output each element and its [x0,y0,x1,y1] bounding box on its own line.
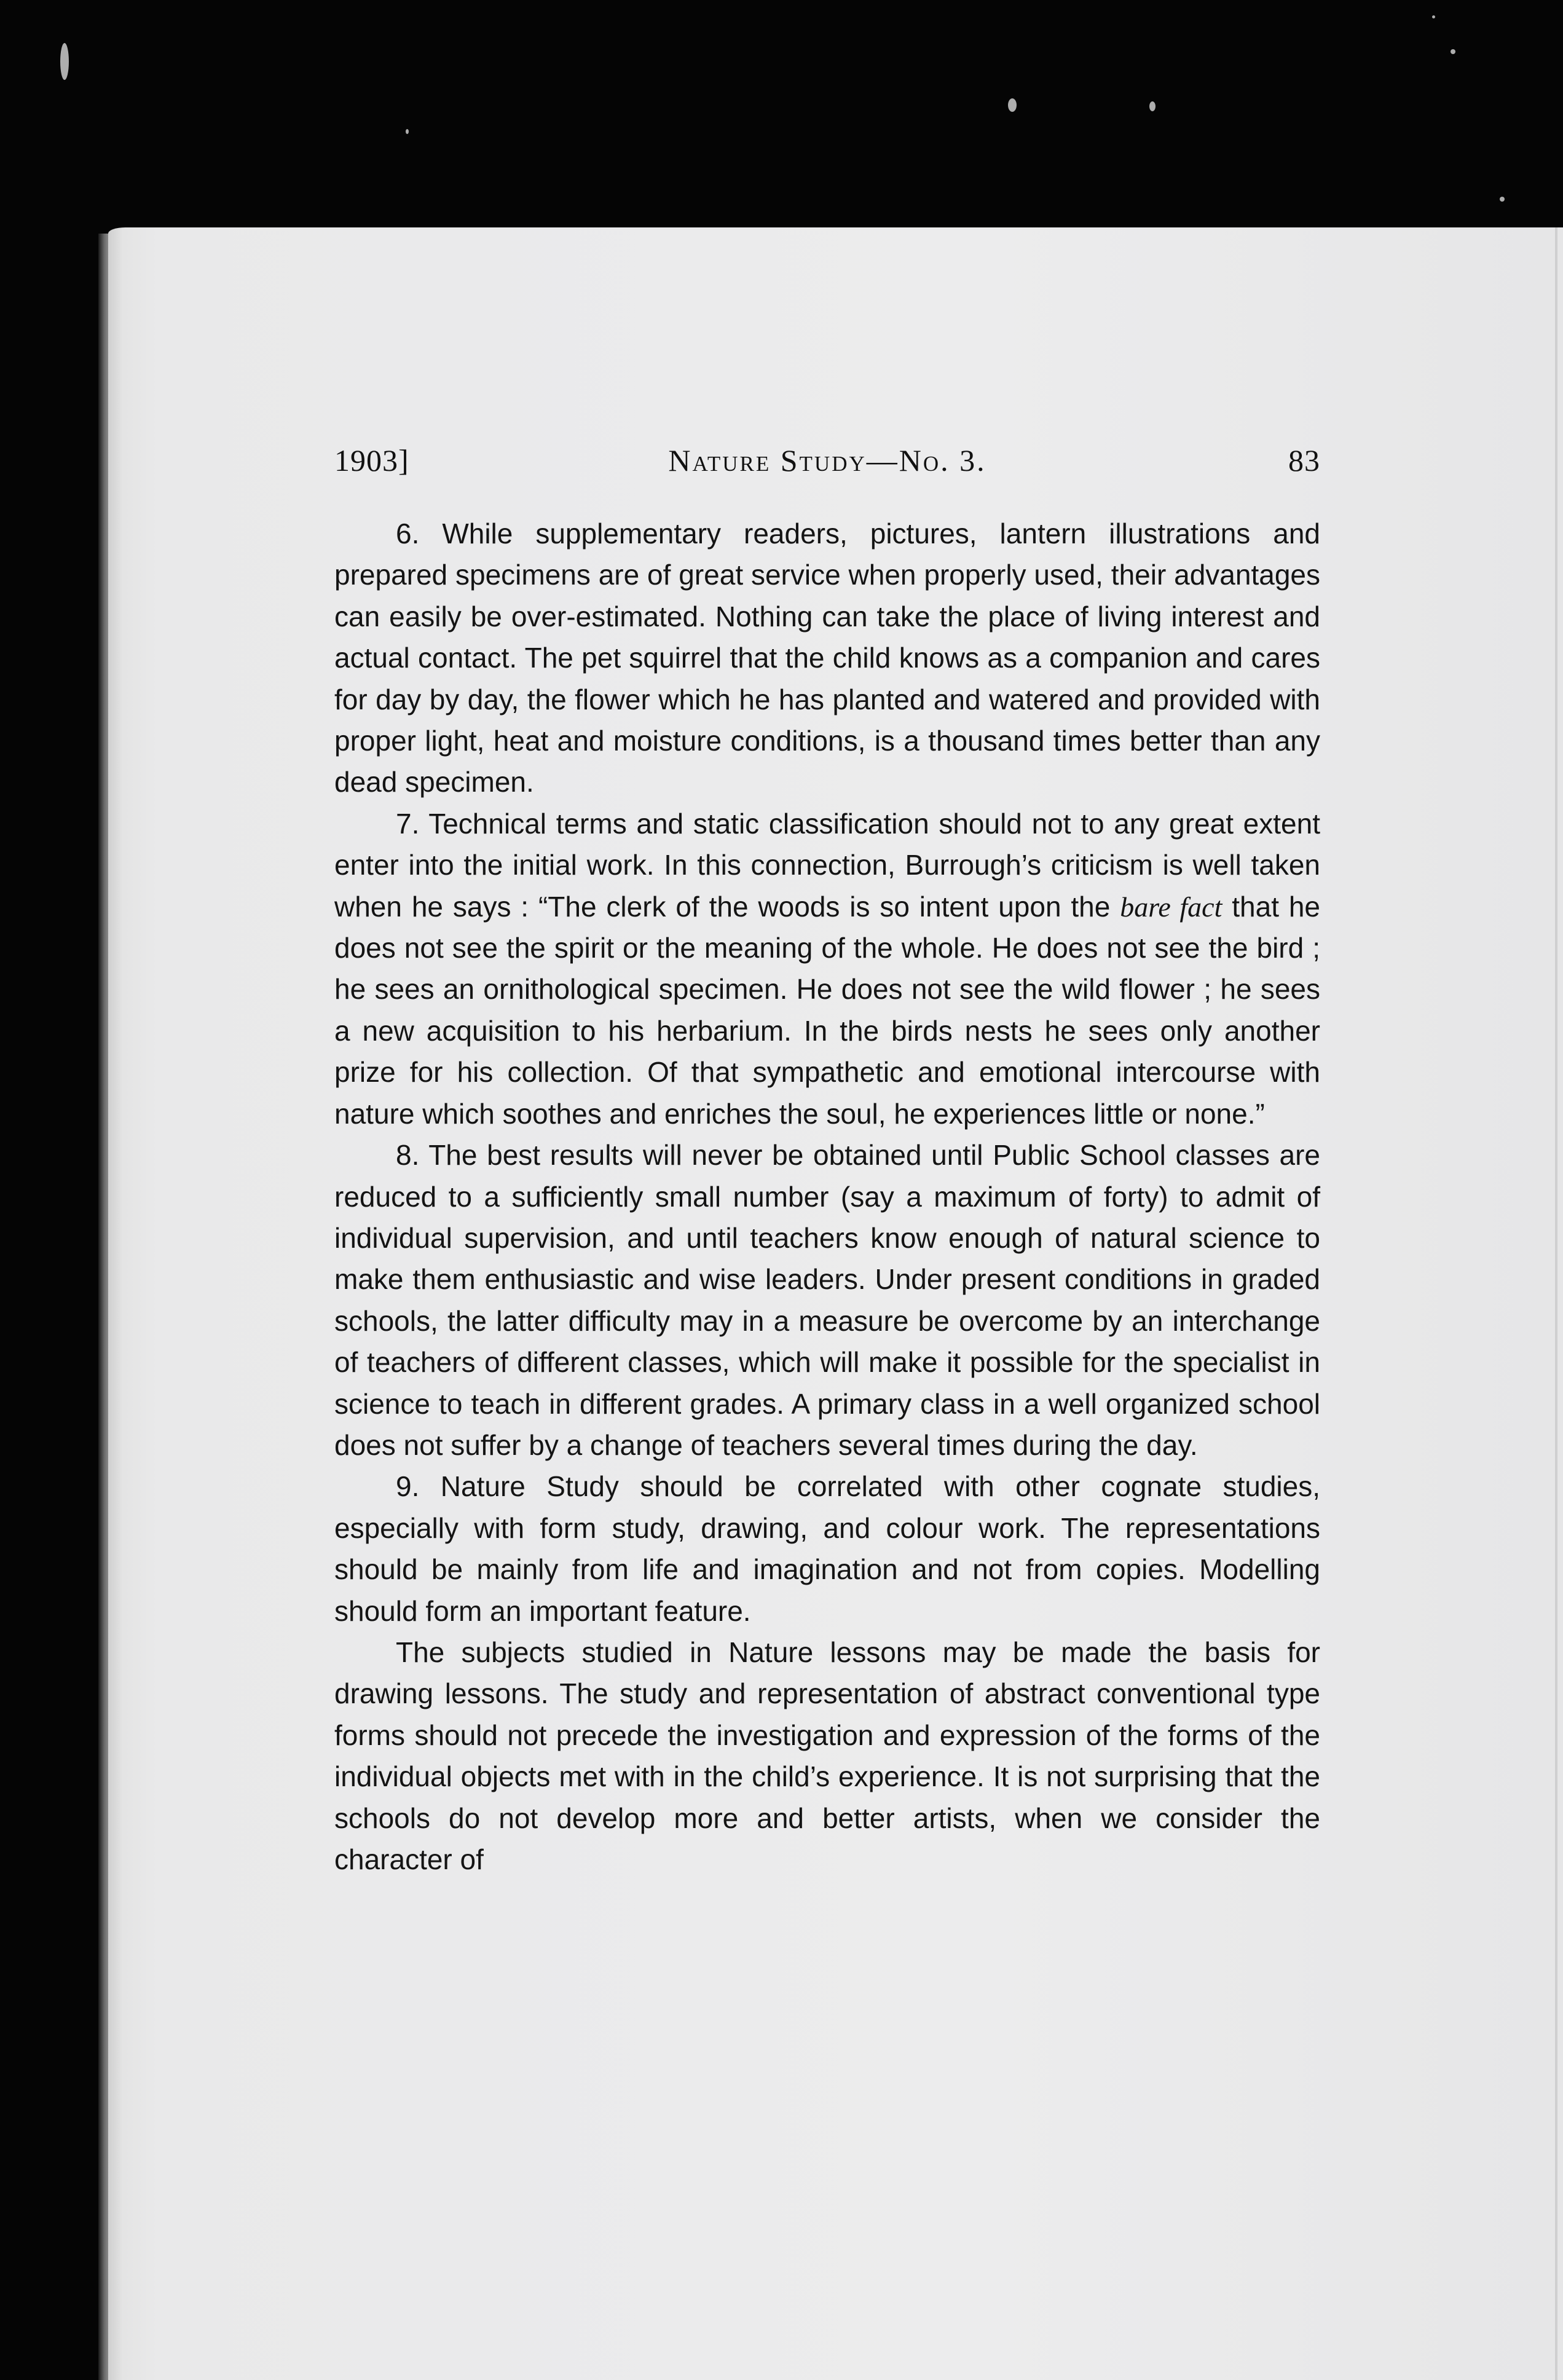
dust-speck [60,43,69,80]
paragraph-6 [334,513,1320,803]
paragraph-9 [334,1466,1320,1632]
italic-emphasis: bare fact [1120,891,1222,923]
paragraph-8 [334,1135,1320,1466]
page-number: 83 [1288,443,1320,478]
paragraph-text-continued: that he does not see the spirit or the meaning of the whole. He does not see the bird ; he sees an ornithological specimen. He does not see the wild flower ; he sees a new acquisition to his herbarium. In the birds nests he sees only another prize for his collection. Of that sympathetic and emotional intercourse with nature which soothes and enriches the soul, he experiences little or none.” [334,890,1321,1130]
running-head-title: Nature Study—No. 3. [668,443,986,478]
dust-speck [1432,15,1435,18]
running-head [334,443,1320,492]
paragraph-text: 8. The best results will never be obtained until Public School classes are reduced to a sufficiently small number (say a maximum of forty) to admit of individual supervision, and until teachers know enough of natural science to make them enthusiastic and wise leaders. Under present conditions in graded schools, the latter difficulty may in a measure be overcome by an interchange of teachers of different classes, which will make it possible for the specialist in science to teach in different grades. A primary class in a well organized school does not suffer by a change of teachers several times during the day. [334,1139,1320,1461]
dust-speck [1149,101,1156,111]
dust-speck [1008,98,1017,112]
paragraph-drawing [334,1632,1320,1880]
dust-speck [406,129,409,134]
paragraph-text: The subjects studied in Nature lessons may be made the basis for drawing lessons. The study and representation of abstract conventional type forms should not precede the investigation and expression of the forms of the individual objects met with in the child’s experience. It is not surprising that the schools do not develop more and better artists, when we consider the character of [334,1636,1320,1875]
page-edge [1555,227,1557,2380]
paragraph-text: 9. Nature Study should be correlated with other cognate studies, especially with form study, drawing, and colour work. The representations should be mainly from life and imagination and not from copies. Modelling should form an important feature. [334,1470,1320,1627]
dust-speck [1451,49,1455,54]
paragraph-7 [334,803,1320,1135]
running-head-year: 1903] [334,443,409,478]
body-text [334,513,1320,1880]
paragraph-text: 7. Technical terms and static classification should not to any great extent enter into the initial work. In this connection, Burrough’s criticism is well taken when he says : “The clerk of the woods is so intent upon the [334,807,1320,923]
paragraph-text: 6. While supplementary readers, pictures, lantern illustrations and prepared specimens are of great service when properly used, their advantages can easily be over-estimated. Nothing can take the place of living interest and actual contact. The pet squirrel that the child knows as a companion and cares for day by day, the flower which he has planted and watered and provided with proper light, heat and moisture conditions, is a thousand times better than any dead specimen. [334,518,1320,798]
dust-speck [1500,197,1505,202]
